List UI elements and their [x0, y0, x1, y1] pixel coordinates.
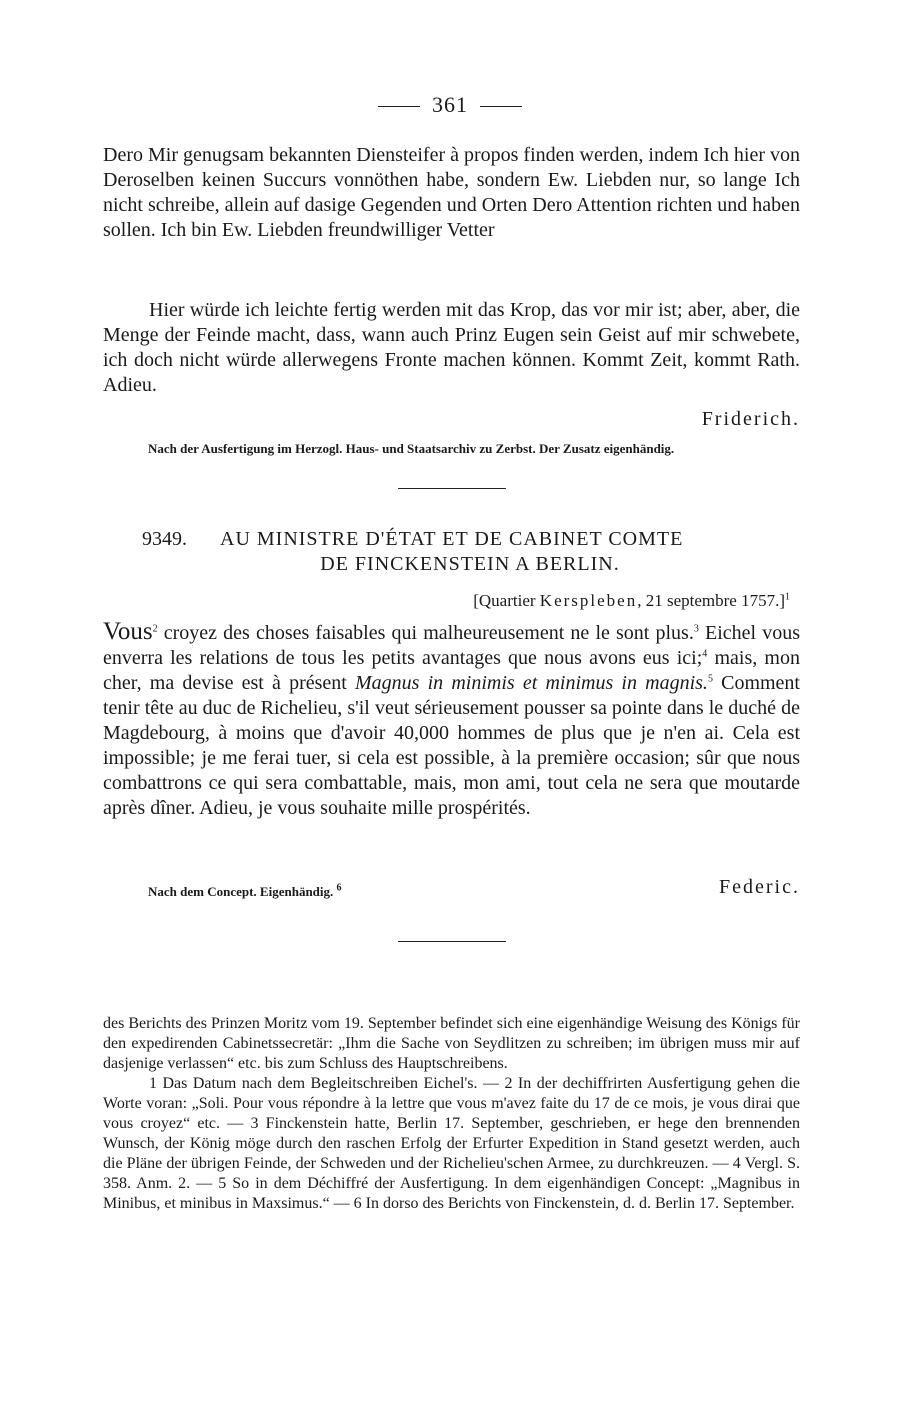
- footnotes: [103, 1014, 800, 1214]
- letter-title-line-1: AU MINISTRE D'ÉTAT ET DE CABINET COMTE: [220, 528, 684, 550]
- footnote-continuation: des Berichts des Prinzen Moritz vom 19. September befindet sich eine eigenhändige Weisung des Königs für den expedirenden Cabinetssecretär: „Ihm die Sache von Seydlitzen zu schreiben; im übrigen muss mir auf dasjenige verlassen“ etc. bis zum Schluss des Hauptschreibens.: [103, 1015, 800, 1072]
- note-marker-3: 3: [693, 623, 699, 635]
- letter-body-part-1: croyez des choses faisables qui malheureusement ne le sont plus.: [157, 622, 694, 644]
- previous-letter-source: Nach der Ausfertigung im Herzogl. Haus- und Staatsarchiv zu Zerbst. Der Zusatz eigenhändig.: [148, 441, 675, 456]
- letter-dateline: [0, 591, 790, 611]
- letter-body-part-4: Comment tenir tête au duc de Richelieu, s'il veut sérieusement pousser sa pointe dans le duché de Magdebourg, à moins que d'avoir 40,000 hommes de plus que je n'en ai. Cela est impossible; je me ferai tuer, si cela est possible, à la première occasion; sûr que nous combattrons ce qui sera combattable, mais, mon ami, tout cela ne sera que moutarde après dîner. Adieu, je vous souhaite mille prospérités.: [103, 672, 800, 819]
- separator-rule-2: [398, 941, 506, 942]
- note-marker-6: 6: [336, 882, 342, 894]
- dateline-place: Kerspleben: [539, 591, 638, 610]
- note-marker-4: 4: [702, 648, 708, 660]
- header-dash-left: [378, 106, 420, 107]
- previous-letter-paragraph-1: Dero Mir genugsam bekannten Diensteifer à propos finden werden, indem Ich hier von Deroselben keinen Succurs vonnöthen habe, sondern Ew. Liebden nur, so lange Ich nicht schreibe, allein auf dasige Gegenden und Orten Dero Attention richten und haben sollen. Ich bin Ew. Liebden freundwilliger Vetter: [103, 144, 801, 241]
- letter-body: [103, 619, 800, 821]
- header-dash-right: [480, 106, 522, 107]
- letter-body-part-3: mais, mon cher, ma devise est à présent: [103, 647, 800, 694]
- note-marker-5: 5: [707, 673, 713, 685]
- dateline-rest: , 21 septembre 1757.]: [637, 591, 785, 610]
- letter-source-text: Nach dem Concept. Eigenhändig.: [148, 884, 334, 899]
- dateline-open: [Quartier: [473, 591, 536, 610]
- note-marker-2: 2: [152, 623, 158, 635]
- letter-number: 9349.: [142, 528, 187, 550]
- letter-body-part-2: Eichel vous enverra les relations de tous les petits avantages que nous avons eus ici;: [103, 622, 800, 669]
- previous-letter-body: [103, 143, 800, 243]
- dateline-note-marker: 1: [785, 591, 790, 603]
- page-header: [0, 92, 900, 118]
- letter-signature: Federic.: [719, 876, 800, 898]
- letter-first-word: Vous: [103, 618, 153, 645]
- separator-rule-1: [398, 488, 506, 489]
- footnote-notes: 1 Das Datum nach dem Begleitschreiben Eichel's. — 2 In der dechiffrirten Ausfertigung gehen die Worte voran: „Soli. Pour vous répondre à la lettre que vous m'avez faite du 17 de ce mois, je vous dirai que vous croyez“ etc. — 3 Finckenstein hatte, Berlin 17. September, geschrieben, er hege den brennenden Wunsch, der König möge durch den raschen Erfolg der Erfurter Expedition in Stand gesetzt werden, auch die Pläne der übrigen Feinde, der Schweden und der Richelieu'schen Armee, zu durchkreuzen. — 4 Vergl. S. 358. Anm. 2. — 5 So in dem Déchiffré der Ausfertigung. In dem eigenhändigen Concept: „Magnibus in Minibus, et minibus in Maxsimus.“ — 6 In dorso des Berichts von Finckenstein, d. d. Berlin 17. September.: [103, 1075, 800, 1212]
- letter-title-line-2: DE FINCKENSTEIN A BERLIN.: [320, 553, 620, 575]
- previous-letter-postscript: [103, 298, 800, 398]
- previous-letter-signature: Friderich.: [701, 408, 800, 430]
- letter-body-paragraph: [103, 619, 800, 821]
- page-number: 361: [432, 92, 468, 117]
- previous-letter-paragraph-2: Hier würde ich leichte fertig werden mit das Krop, das vor mir ist; aber, aber, die Menge der Feinde macht, dass, wann auch Prinz Eugen sein Geist auf mir schwebete, ich doch nicht würde allerwegens Fronte machen können. Kommt Zeit, kommt Rath. Adieu.: [103, 299, 800, 396]
- letter-source: [148, 884, 548, 900]
- letter-motto: Magnus in minimis et minimus in magnis.: [355, 672, 708, 694]
